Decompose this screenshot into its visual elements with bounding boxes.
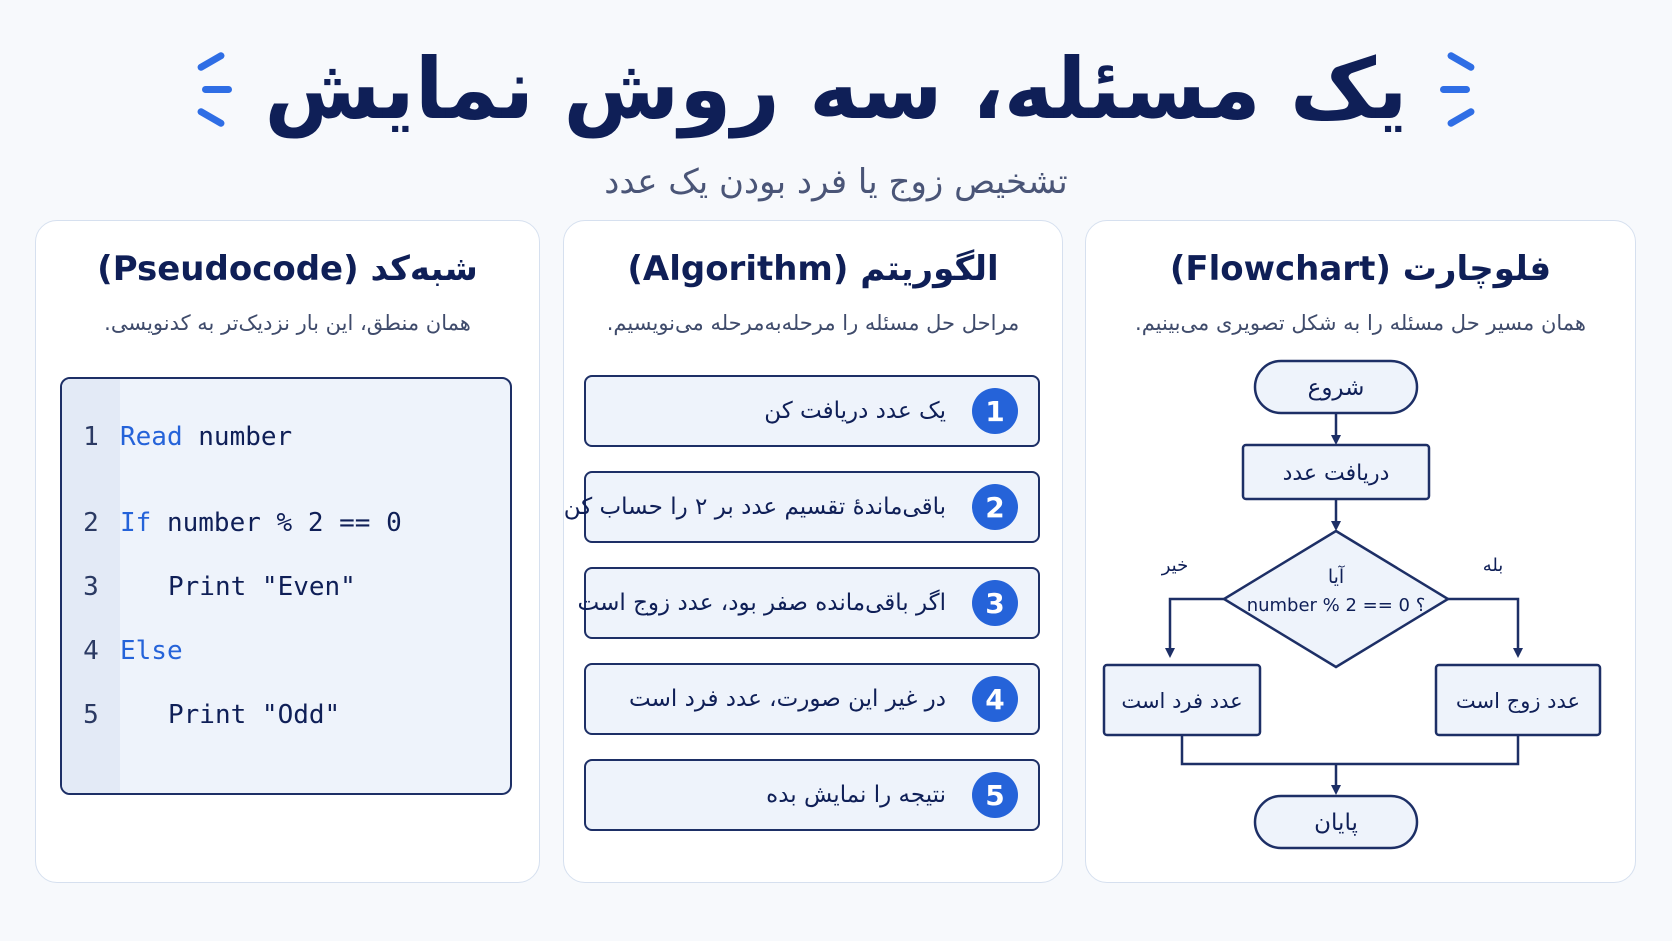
line-number: 2 xyxy=(83,508,99,538)
yes-label: بله xyxy=(1482,555,1504,576)
step-number-badge: 1 xyxy=(972,388,1018,434)
algorithm-step xyxy=(577,567,1040,639)
algorithm-panel xyxy=(563,220,1063,883)
code-line xyxy=(62,695,510,735)
algorithm-step xyxy=(584,759,1040,831)
step-text: باقی‌ماندهٔ تقسیم عدد بر ۲ را حساب کن xyxy=(563,494,946,520)
line-number: 5 xyxy=(83,700,99,730)
decision-expression: number % 2 == 0 ؟ xyxy=(1246,595,1426,616)
page-subtitle: تشخیص زوج یا فرد بودن یک عدد xyxy=(604,162,1068,202)
code-keyword: Read xyxy=(120,422,183,452)
odd-result-label: عدد فرد است xyxy=(1121,689,1243,713)
code-line xyxy=(62,631,510,671)
even-result-label: عدد زوج است xyxy=(1455,689,1581,713)
code-line xyxy=(62,567,510,607)
code-line xyxy=(62,503,510,543)
line-number: 3 xyxy=(83,572,99,602)
sparkle-icon xyxy=(188,44,236,134)
algorithm-step xyxy=(563,471,1040,543)
flowchart-description: همان مسیر حل مسئله را به شکل تصویری می‌بینیم. xyxy=(1135,311,1586,335)
step-text: یک عدد دریافت کن xyxy=(764,398,946,424)
no-label: خیر xyxy=(1161,555,1189,576)
step-text: در غیر این صورت، عدد فرد است xyxy=(629,686,946,712)
pseudocode-panel xyxy=(35,220,540,883)
code-rest: Print "Odd" xyxy=(168,700,341,730)
code-keyword: If xyxy=(120,508,152,538)
code-line xyxy=(62,417,510,457)
step-number-badge: 4 xyxy=(972,676,1018,722)
algorithm-description: مراحل حل مسئله را مرحله‌به‌مرحله می‌نویسیم. xyxy=(606,311,1020,335)
step-number-badge: 2 xyxy=(972,484,1018,530)
flowchart-title: فلوچارت (Flowchart) xyxy=(1169,249,1552,289)
algorithm-step xyxy=(584,663,1040,735)
step-text: نتیجه را نمایش بده xyxy=(766,782,946,808)
flowchart-diagram xyxy=(1086,221,1637,884)
pseudocode-title: شبه‌کد (Pseudocode) xyxy=(97,249,478,289)
header xyxy=(0,24,1672,202)
step-number-badge: 5 xyxy=(972,772,1018,818)
code-rest: number xyxy=(182,422,293,452)
code-rest: Print "Even" xyxy=(168,572,356,602)
end-label: پایان xyxy=(1314,810,1358,836)
algorithm-step xyxy=(584,375,1040,447)
code-keyword: Else xyxy=(120,636,183,666)
start-label: شروع xyxy=(1307,375,1365,401)
step-text: اگر باقی‌مانده صفر بود، عدد زوج است xyxy=(577,590,946,616)
code-block xyxy=(60,377,512,795)
page-title: یک مسئله، سه روش نمایش xyxy=(264,40,1408,138)
code-rest: number % 2 == 0 xyxy=(151,508,402,538)
input-label: دریافت عدد xyxy=(1282,461,1390,486)
pseudocode-description: همان منطق، این بار نزدیک‌تر به کدنویسی. xyxy=(104,311,471,335)
decision-question: آیا xyxy=(1327,566,1345,588)
flowchart-panel xyxy=(1085,220,1636,883)
sparkle-icon xyxy=(1436,44,1484,134)
step-number-badge: 3 xyxy=(972,580,1018,626)
algorithm-title: الگوریتم (Algorithm) xyxy=(627,249,999,289)
line-number: 4 xyxy=(83,636,99,666)
line-number: 1 xyxy=(83,422,99,452)
